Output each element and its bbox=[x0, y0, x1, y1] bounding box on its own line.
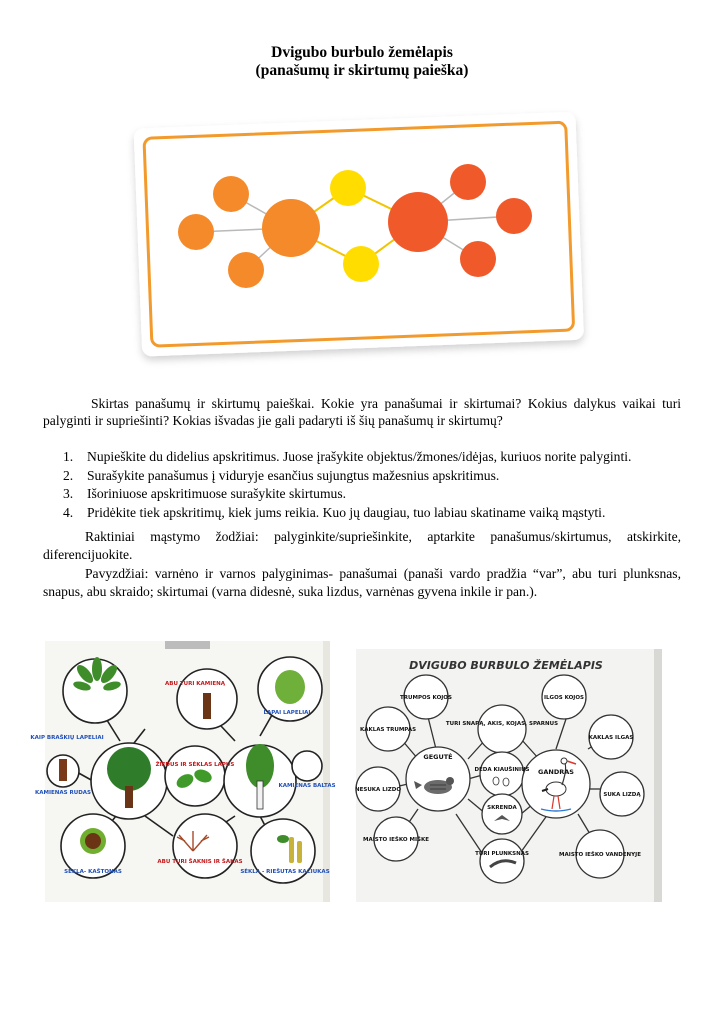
photo2-left-2: KAKLAS TRUMPAS bbox=[359, 727, 417, 733]
step-text: Išoriniuose apskritimuose surašykite skirtumus. bbox=[87, 486, 347, 501]
title-block bbox=[0, 44, 724, 80]
step-number: 1. bbox=[63, 449, 74, 464]
photo2-svg bbox=[356, 649, 662, 902]
photo2-right-4: MAISTO IEŠKO VANDENYJE bbox=[559, 852, 641, 858]
photo1-label-left-top: KAIP BRAŠKIŲ LAPELIAI bbox=[30, 735, 104, 741]
photo2-center-4: TURI PLUNKSNAS bbox=[475, 851, 529, 857]
similarity-bubble-top bbox=[330, 170, 366, 206]
step-item bbox=[43, 467, 683, 486]
steps-list bbox=[43, 448, 683, 522]
photo2-left-4: MAISTO IEŠKO MIŠKE bbox=[363, 837, 429, 843]
step-text: Nupieškite du didelius apskritimus. Juose įrašykite objektus/žmones/idėjas, kuriuos norite palyginti. bbox=[87, 449, 632, 464]
photo1-label-left-bottom: SĖKLA- KAŠTONAS bbox=[64, 869, 122, 875]
step-number: 2. bbox=[63, 467, 74, 483]
similarity-bubble-bottom bbox=[343, 246, 379, 282]
document-title: Dvigubo burbulo žemėlapis bbox=[271, 44, 453, 61]
right-outer-bubble-2 bbox=[496, 198, 532, 234]
step-text: Surašykite panašumus į viduryje esančius sujungtus mažesnius apskritimus. bbox=[87, 467, 500, 483]
photo-birds-double-bubble bbox=[356, 649, 662, 902]
photo2-main-right: GANDRAS bbox=[538, 768, 574, 776]
step-item bbox=[43, 485, 683, 504]
photo-trees-double-bubble bbox=[30, 641, 336, 902]
photo2-right-3: SUKA LIZDĄ bbox=[603, 792, 641, 798]
photo1-label-left-mid: KAMIENAS RUDAS bbox=[34, 790, 92, 796]
photo1-label-center-mid: ŽIEDUS IR SĖKLAS LAPUS bbox=[155, 762, 235, 768]
photo2-center-3: SKRENDA bbox=[487, 805, 517, 811]
double-bubble-illustration bbox=[128, 108, 598, 370]
example-paragraph: Pavyzdžiai: varnėno ir varnos palyginimas- panašumai (panaši vardo pradžia “var”, abu turi plunksnas, snapus, abu skraido; skirtumai (varna didesnė, suka lizdus, varnėnas gyvena inkile ir pan.). bbox=[43, 566, 681, 599]
main-bubble-left bbox=[262, 199, 320, 257]
photo1-label-right-top: LAPAI LAPELIAI bbox=[263, 710, 311, 716]
step-number: 4. bbox=[63, 504, 74, 520]
photo2-center-1: TURI SNAPĄ, AKIS, KOJAS, SPARNUS bbox=[445, 721, 559, 727]
step-text: Pridėkite tiek apskritimų, kiek jums reikia. Kuo jų daugiau, tuo labiau skatiname vaiką mąstyti. bbox=[87, 504, 606, 520]
photo1-svg bbox=[30, 641, 336, 902]
photo1-label-center-bottom: ABU TURI ŠAKNIS IR ŠAKAS bbox=[157, 859, 243, 865]
main-bubble-right bbox=[388, 192, 448, 252]
left-outer-bubble-1 bbox=[213, 176, 249, 212]
illustration-svg bbox=[128, 108, 598, 370]
photo2-main-left: GEGUTĖ bbox=[423, 753, 453, 761]
right-outer-bubble-3 bbox=[460, 241, 496, 277]
step-item bbox=[43, 504, 683, 523]
document-subtitle: (panašumų ir skirtumų paieška) bbox=[255, 62, 469, 79]
photo1-label-right-mid: KAMIENAS BALTAS bbox=[278, 783, 336, 789]
photo2-center-2: DEDA KIAUŠINIUS bbox=[474, 767, 530, 773]
photo2-right-2: KAKLAS ILGAS bbox=[588, 735, 634, 741]
photo1-label-center-top: ABU TURI KAMIENĄ bbox=[165, 681, 225, 687]
photo2-left-3: NESUKA LIZDO bbox=[354, 787, 402, 793]
keywords-paragraph: Raktiniai mąstymo žodžiai: palyginkite/supriešinkite, aptarkite panašumus/skirtumus, atskirkite, diferencijuokite. bbox=[43, 529, 681, 562]
step-number: 3. bbox=[63, 486, 74, 501]
photo2-header: DVIGUBO BURBULO ŽEMĖLAPIS bbox=[409, 659, 603, 672]
intro-text: Skirtas panašumų ir skirtumų paieškai. Kokie yra panašumai ir skirtumai? Kokius dalykus vaikai turi palyginti ir supriešinti? Kokias išvadas jie gali padaryti iš šių panašumų ir skirtumų? bbox=[43, 396, 681, 428]
photo2-right-1: ILGOS KOJOS bbox=[544, 695, 584, 701]
intro-paragraph bbox=[43, 395, 681, 429]
photo1-label-right-bottom: SĖKLA - RIEŠUTAS KAČIUKAS bbox=[240, 869, 330, 875]
left-outer-bubble-2 bbox=[178, 214, 214, 250]
step-item bbox=[43, 448, 683, 467]
photo2-left-1: TRUMPOS KOJOS bbox=[400, 695, 452, 701]
keywords-and-examples bbox=[43, 528, 681, 602]
right-outer-bubble-1 bbox=[450, 164, 486, 200]
left-outer-bubble-3 bbox=[228, 252, 264, 288]
